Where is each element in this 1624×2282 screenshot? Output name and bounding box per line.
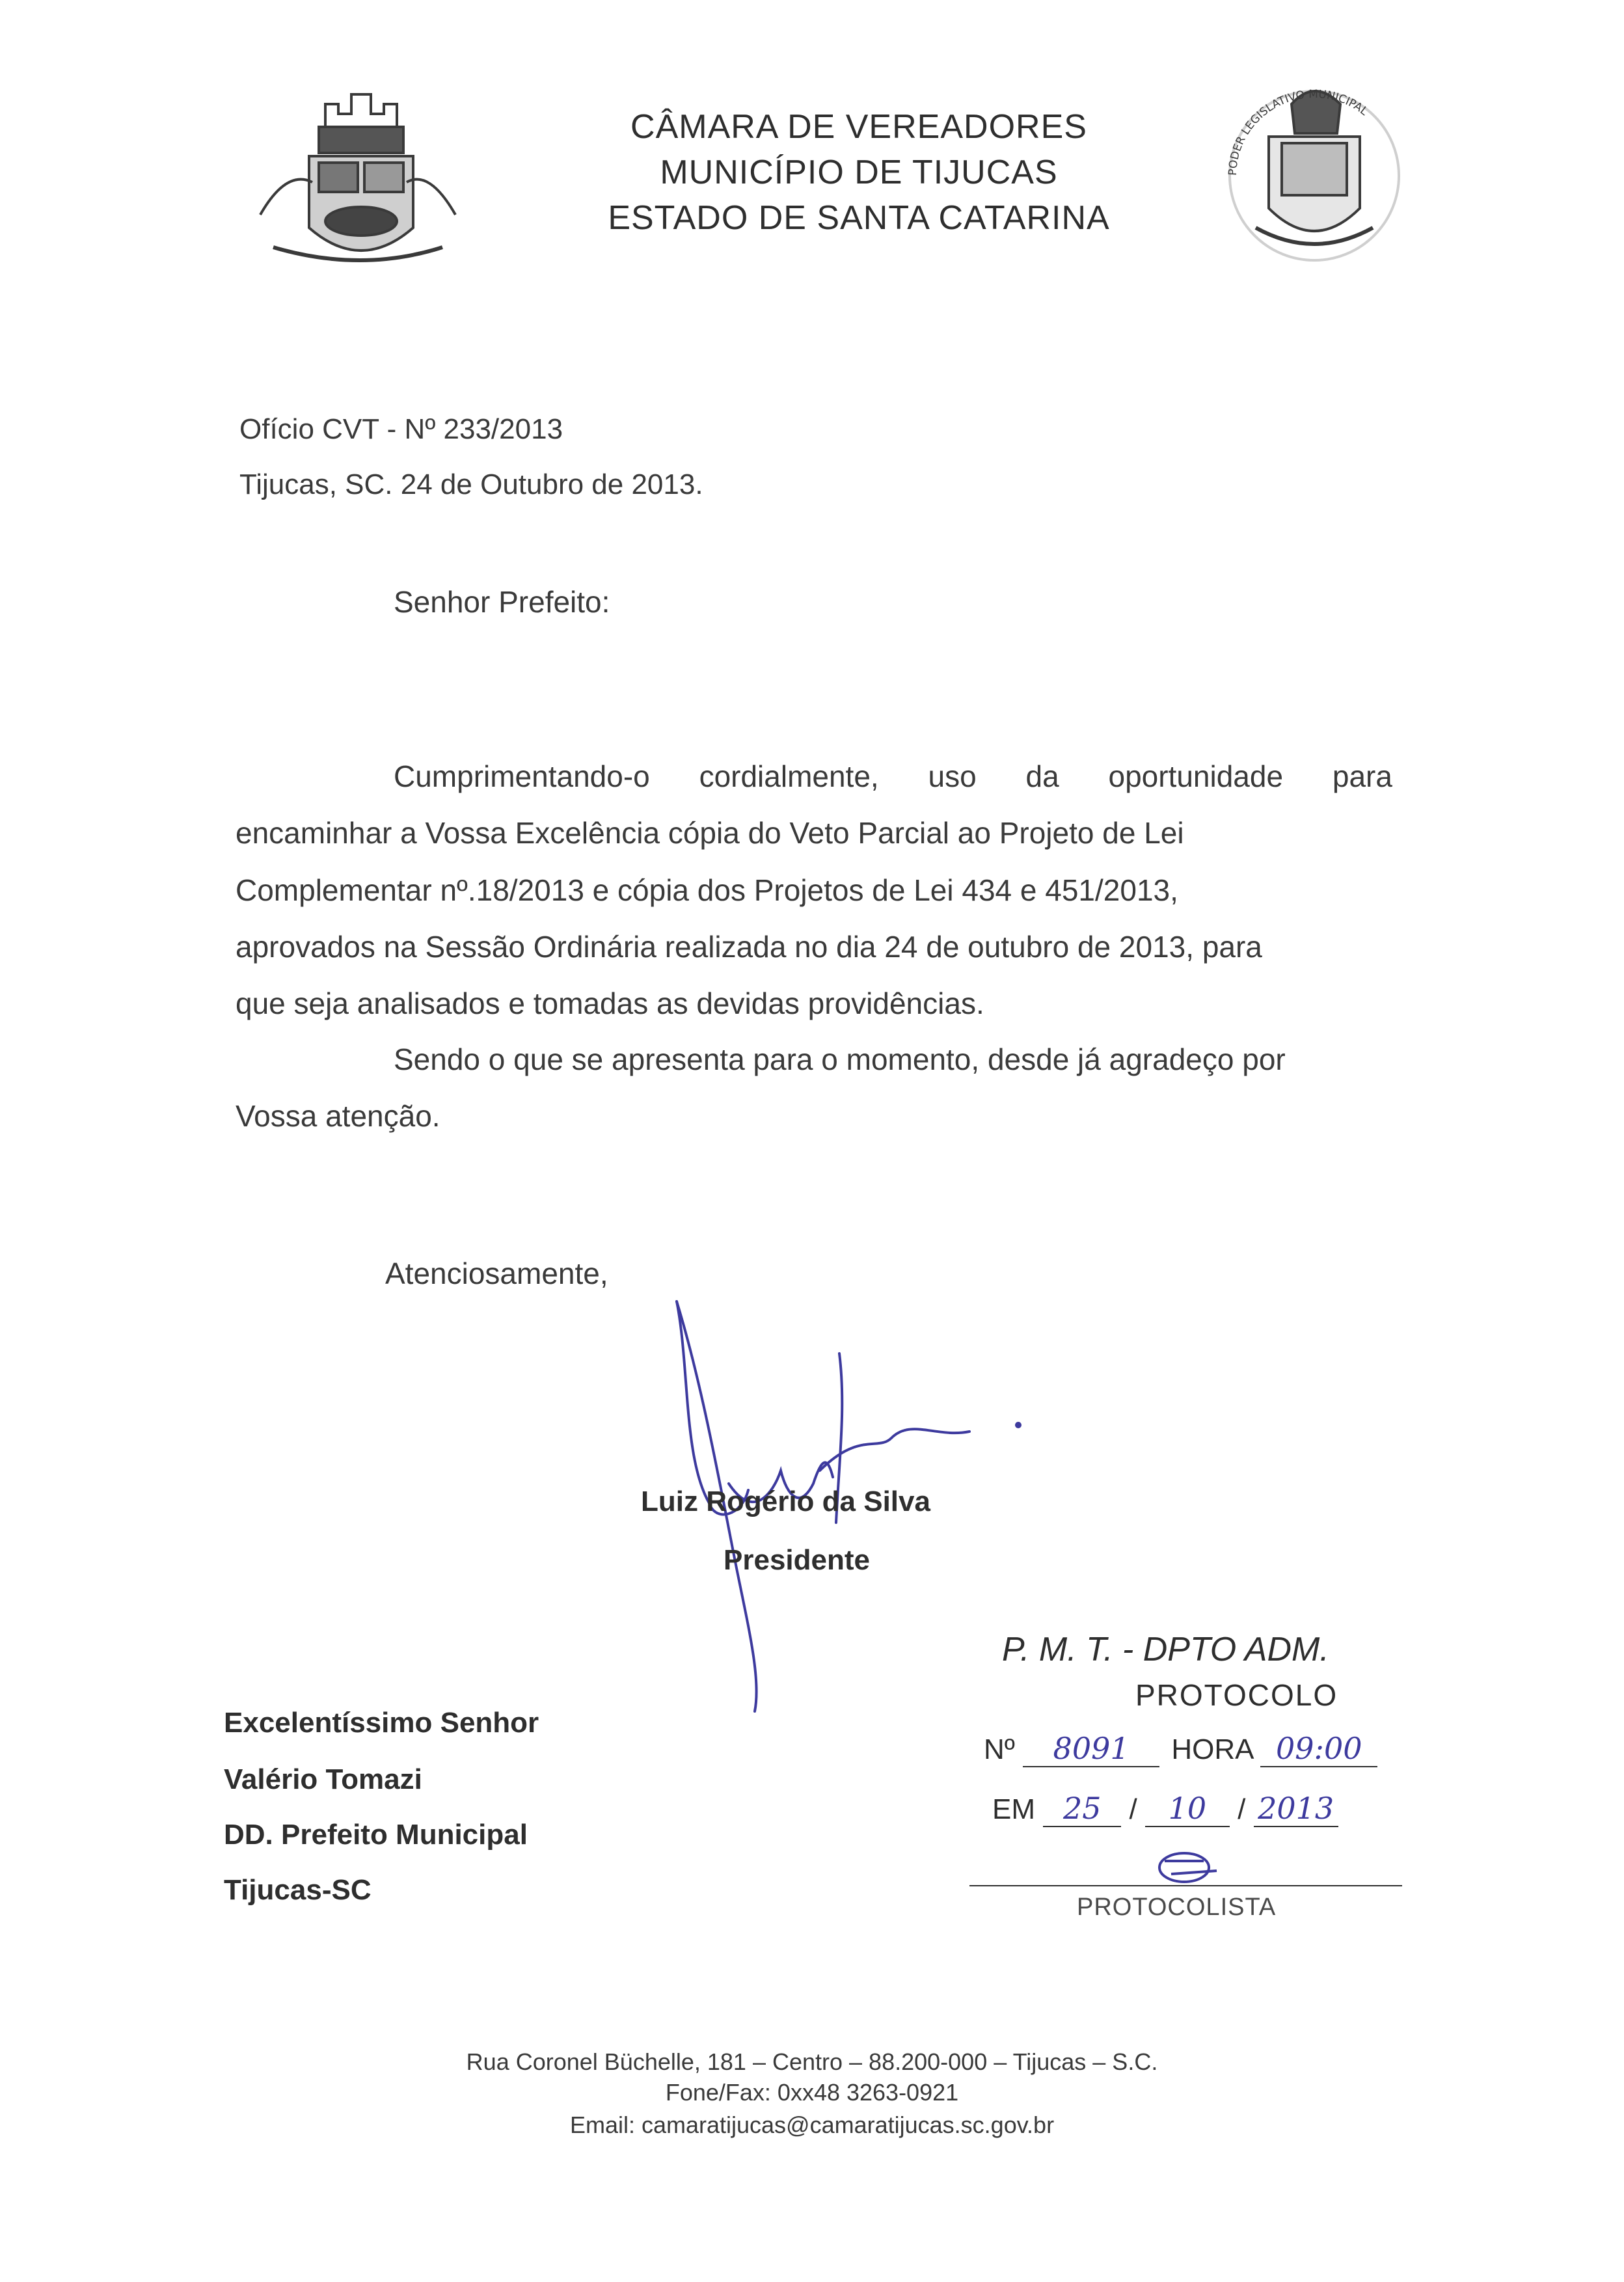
footer-phone: Fone/Fax: 0xx48 3263-0921 [665,2079,959,2106]
stamp-month: 10 [1145,1791,1230,1827]
body-word: para [1332,759,1392,793]
stamp-hour-label: HORA [1171,1733,1253,1765]
stamp-number-row [984,1731,1377,1767]
protocolist-initials-icon [969,1835,1405,1894]
header-line-1: CÂMARA DE VEREADORES [630,108,1087,146]
stamp-year: 2013 [1254,1791,1338,1827]
stamp-day: 25 [1043,1791,1121,1827]
stamp-number-value: 8091 [1023,1731,1159,1767]
body-line-1 [394,757,1392,796]
salutation: Senhor Prefeito: [394,585,610,619]
body-line-5: que seja analisados e tomadas as devidas providências. [236,986,984,1020]
emblem-text: PODER LEGISLATIVO MUNICIPAL [1226,87,1370,176]
addressee-line-3: DD. Prefeito Municipal [224,1819,528,1851]
letter-date: Tijucas, SC. 24 de Outubro de 2013. [239,469,703,500]
legislative-emblem-icon [1210,65,1418,280]
addressee-line-4: Tijucas-SC [224,1874,372,1906]
stamp-title: P. M. T. - DPTO ADM. [1002,1631,1329,1668]
footer-email: Email: camaratijucas@camaratijucas.sc.gov.br [569,2112,1055,2138]
signatory-role: Presidente [724,1544,870,1576]
stamp-date-row: EM 25 / 10 / 2013 [992,1791,1338,1827]
header-line-2: MUNICÍPIO DE TIJUCAS [660,154,1058,191]
signatory-name: Luiz Rogério da Silva [641,1486,930,1517]
protocolist-label: PROTOCOLISTA [1077,1894,1277,1921]
institution-header [534,104,1184,241]
body-word: cordialmente, [699,759,879,793]
addressee-line-2: Valério Tomazi [224,1763,422,1795]
body-word: Cumprimentando-o [394,759,650,793]
closing: Atenciosamente, [385,1256,608,1290]
oficio-number: Ofício CVT - Nº 233/2013 [239,413,563,445]
footer-address: Rua Coronel Büchelle, 181 – Centro – 88.200-000 – Tijucas – S.C. [466,2048,1158,2075]
stamp-date-label: EM [992,1793,1035,1825]
body-line-2: encaminhar a Vossa Excelência cópia do Veto Parcial ao Projeto de Lei [236,816,1184,850]
municipal-coat-of-arms-icon [247,65,468,280]
header-line-3: ESTADO DE SANTA CATARINA [608,199,1110,237]
stamp-number-label: Nº [984,1733,1015,1765]
stamp-subtitle: PROTOCOLO [1135,1678,1338,1712]
body-word: oportunidade [1108,759,1284,793]
body-line-3: Complementar nº.18/2013 e cópia dos Projetos de Lei 434 e 451/2013, [236,873,1178,907]
body-word: da [1025,759,1059,793]
stamp-hour-value: 09:00 [1260,1731,1377,1767]
addressee-line-1: Excelentíssimo Senhor [224,1707,539,1739]
body-line-4: aprovados na Sessão Ordinária realizada no dia 24 de outubro de 2013, para [236,930,1262,964]
body-word: uso [928,759,977,793]
body-line-6: Sendo o que se apresenta para o momento, desde já agradeço por [394,1042,1286,1076]
body-line-7: Vossa atenção. [236,1099,440,1133]
